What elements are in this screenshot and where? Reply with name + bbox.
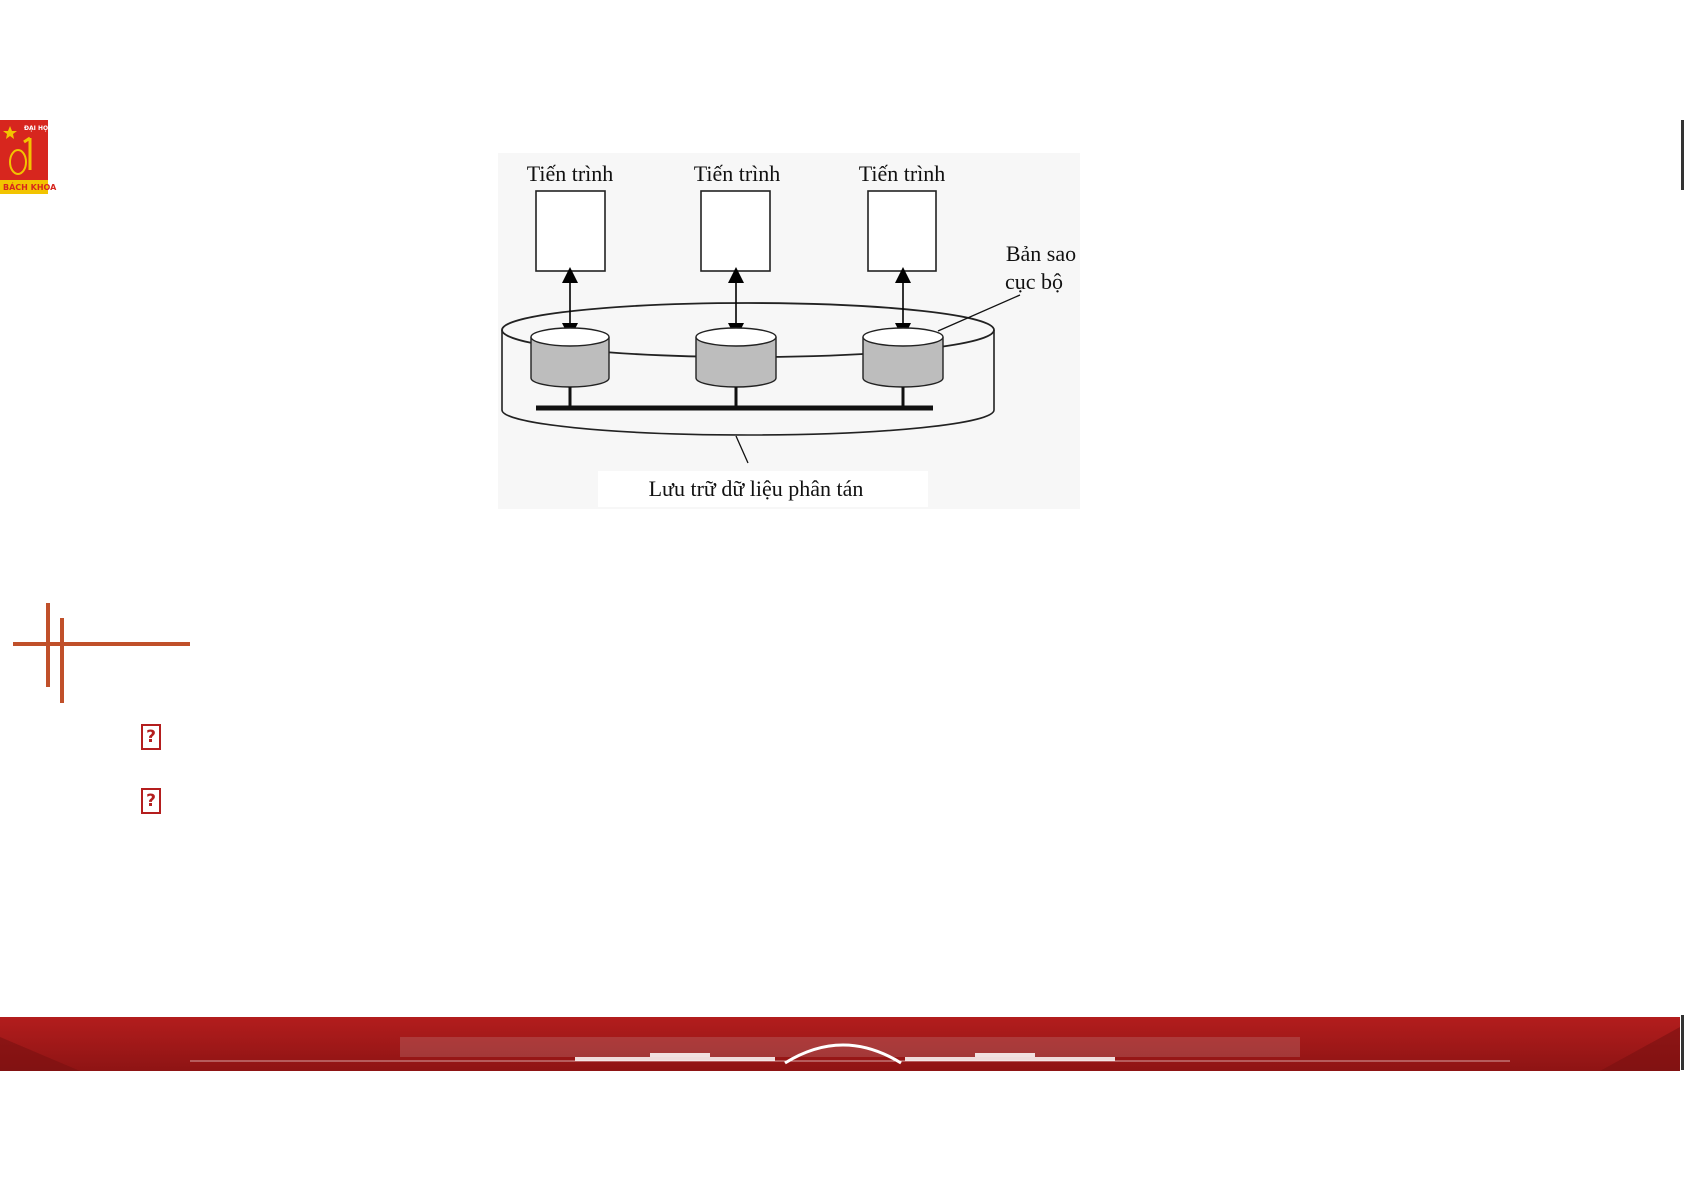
right-edge-marker-bottom — [1681, 1015, 1684, 1070]
logo-top-text: ĐẠI HỌC — [24, 125, 53, 132]
replica-label-line1: Bản sao — [1005, 241, 1077, 266]
bullet-placeholder-icon-1: ? — [141, 724, 161, 750]
process-label-2: Tiến trình — [693, 161, 781, 186]
process-label-3: Tiến trình — [858, 161, 946, 186]
bullet-placeholder-icon-2: ? — [141, 788, 161, 814]
process-label-1: Tiến trình — [526, 161, 614, 186]
decorative-cross-lines — [10, 600, 192, 705]
replica-label-line2: cục bộ — [1004, 269, 1064, 294]
store-label: Lưu trữ dữ liệu phân tán — [648, 476, 864, 501]
right-edge-marker — [1681, 120, 1684, 190]
footer-banner — [0, 1017, 1680, 1071]
logo-bottom-text: BÁCH KHOA — [3, 183, 57, 192]
distributed-store-diagram — [498, 153, 1080, 509]
university-logo — [0, 120, 57, 194]
